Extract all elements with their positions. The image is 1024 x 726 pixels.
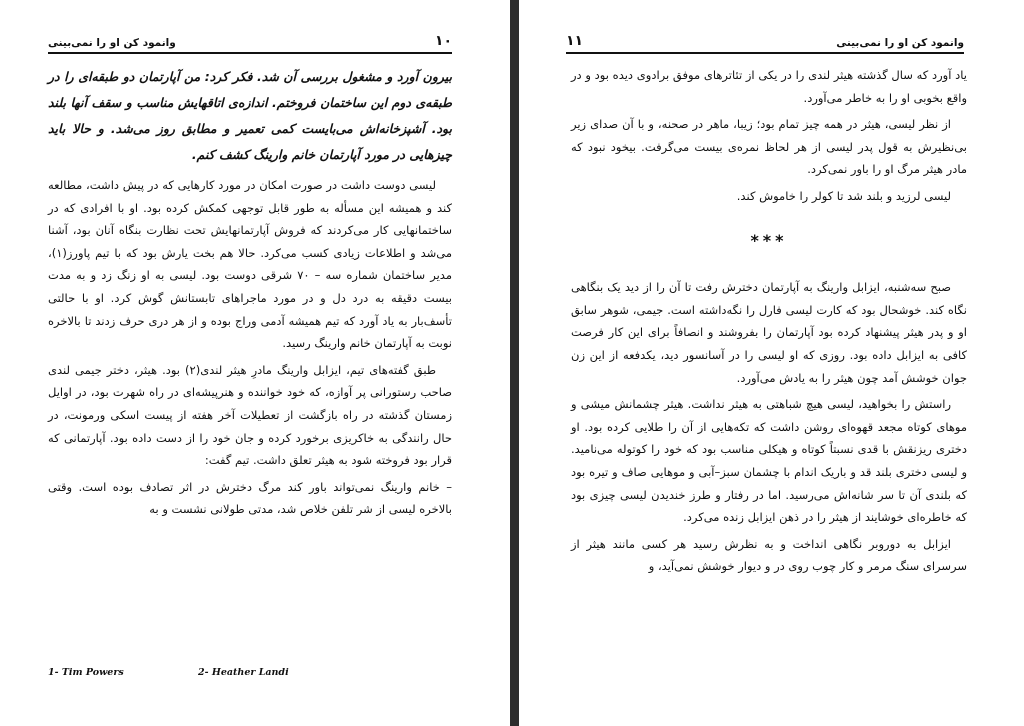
- page-gutter: [510, 0, 519, 726]
- running-title: وانمود کن او را نمی‌بینی: [48, 37, 176, 49]
- footnote: 1- Tim Powers: [48, 667, 124, 678]
- section-break: ***: [750, 230, 788, 250]
- running-title: وانمود کن او را نمی‌بینی: [836, 37, 964, 49]
- paragraph: لیسی لرزید و بلند شد تا کولر را خاموش کند.: [736, 188, 951, 203]
- paragraph: ایزابل به دوروبر نگاهی انداخت و به نظرش رسید هر کسی مانند هیثر از سرسرای سنگ مرمر و کار چوب روی در و دیوار خوشش نمی‌آید، و: [571, 536, 967, 574]
- paragraph: طبق گفته‌های تیم، ایزابل وارینگ مادرِ هیثر لندی(۲) بود. هیثر، دختر جیمی لندی صاحب رستورانی پر آوازه، که خود خواننده و هنرپیشه‌ای در راه شهرت بود، در اوایل زمستان گذشته در راه بازگشت از تعطیلات آخر هفته از پیست اسکی ورمونت، در حال رانندگی به خاکریزی برخورد کرده و جان خود را از دست داده بود. آپارتمانی که قرار بود فروخته شود به هیثر تعلق داشت. تیم گفت:: [48, 362, 452, 468]
- footnote: 2- Heather Landi: [198, 667, 289, 678]
- paragraph: – خانم وارینگ نمی‌تواند باور کند مرگ دخترش در اثر تصادف بوده است. وقتی بالاخره لیسی از شر تلفن خلاص شد، مدتی طولانی نشست و به: [48, 479, 452, 517]
- running-head: [48, 28, 452, 54]
- paragraph: یاد آورد که سال گذشته هیثر لندی را در یکی از تئاترهای موفق برادوی دیده بود و در واقع بخوبی او را به خاطر می‌آورد.: [571, 68, 967, 105]
- page-number: ۱۰: [434, 33, 452, 49]
- running-head: [566, 28, 964, 54]
- paragraph: راستش را بخواهید، لیسی هیچ شباهتی به هیثر نداشت. هیثر چشمانش میشی و موهای کوتاه مجعد قهوه‌ای روشن داشت که تکه‌هایی از آن را طلایی کرده بود. او دختری ریزنقش با قدی نسبتاً کوتاه و هیکلی مناسب بود که خود را کوتوله می‌نامید. و لیسی دختری بلند قد و باریک اندام با چشمان سبز–آبی و موهایی صاف و تیره بود که بلندی آن تا سر شانه‌اش می‌رسید. اما در رفتار و طرز خندیدن لیسی چیزی بود که خاطره‌ای خوشایند از هیثر را در ذهن ایزابل زنده می‌کرد.: [571, 397, 967, 525]
- page-number: ۱۱: [566, 33, 584, 49]
- paragraph: بیرون آورد و مشغول بررسی آن شد. فکر کرد: من آپارتمان دو طبقه‌ای را در طبقه‌ی دوم این ساختمان فروختم. اندازه‌ی اتاقهایش مناسب و سقف آنها بلند بود. آشپزخانه‌اش می‌بایست کمی تعمیر و مطابق روز می‌شد. و حالا باید چیزهایی در مورد آپارتمان خانم وارینگ کشف کنم.: [48, 69, 452, 162]
- paragraph: از نظر لیسی، هیثر در همه چیز تمام بود؛ زیبا، ماهر در صحنه، و با آن صدای زیر بی‌نظیرش به قول پدر لیسی از هر لحاظ نمره‌ی بیست می‌گرفت. بیخود نبود که مادر هیثر مرگ او را باور نمی‌کرد.: [571, 117, 967, 177]
- paragraph: صبح سه‌شنبه، ایزابل وارینگ به آپارتمان دخترش رفت تا آن را از دید یک بنگاهی نگاه کند. خوشحال بود که کارت لیسی فارل را نگه‌داشته است. جیمی، شوهر سابق او و پدر هیثر پیشنهاد کرده بود آپارتمان را بفروشند و انصافاً برای این کار فرصت کافی به ایزابل داده بود. روزی که او لیسی را در آسانسور دید، یکدفعه از این زن جوان خوشش آمد چون هیثر را به یادش می‌آورد.: [571, 280, 967, 385]
- body-text: [571, 64, 967, 582]
- paragraph: لیسی دوست داشت در صورت امکان در مورد کارهایی که در پیش داشت، مطالعه کند و همیشه این مسأله به طور قابل توجهی کمکش کرده بود. او با افرادی که در ساختمانهایی کار می‌کردند که فروش آپارتمانهایش تحت نظارت بنگاه آنان بود، آشنا می‌شد و اطلاعات زیادی کسب می‌کرد. حالا هم بخت یارش بود که با تیم پاورز(۱)، مدیر ساختمان شماره سه – ۷۰ شرقی دوست بود. لیسی به او زنگ زد و به مدت بیست دقیقه به درد دل و در مورد ماجراهای تابستانش گوش کرد. او با حالتی تأسف‌بار به یاد آورد که تیم همیشه آدمی وراج بوده و از هر دری حرف زدند تا بالاخره نوبت به آپارتمان خانم وارینگ رسید.: [48, 178, 452, 351]
- left-page: [0, 0, 510, 726]
- body-text: [48, 64, 452, 525]
- footnotes: [48, 667, 348, 678]
- right-page: [519, 0, 1024, 726]
